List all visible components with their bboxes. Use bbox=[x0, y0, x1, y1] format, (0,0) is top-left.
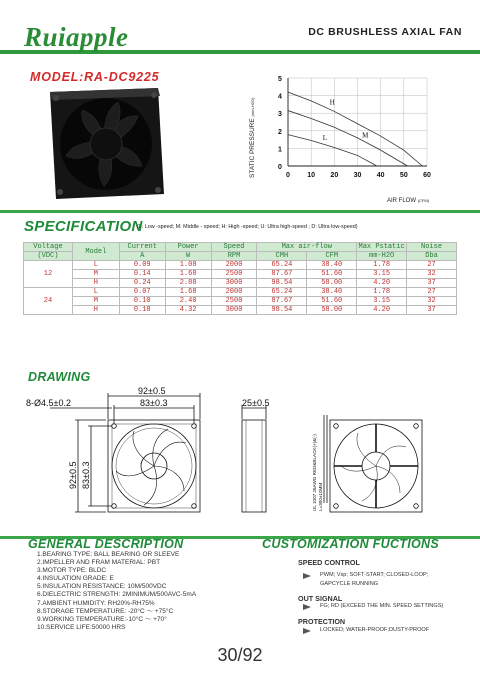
cell-voltage: 12 bbox=[24, 261, 73, 288]
cell-noise: 32 bbox=[407, 270, 457, 279]
dimension-drawing bbox=[20, 385, 460, 525]
list-item: 7.AMBIENT HUMIDITY: RH20%-RH75% bbox=[37, 599, 155, 607]
cell-current: 0.14 bbox=[119, 270, 165, 279]
protection-text: LOCKED; WATER-PROOF;DUSTY-PROOF bbox=[320, 627, 430, 633]
cell-power: 2.40 bbox=[165, 297, 211, 306]
arrow-icon bbox=[303, 628, 311, 634]
spec-legend: (L: Low -speed; M: Middle - speed; H: High -speed; U: Ultra high-speed ; D: Ultra low-speed) bbox=[137, 224, 358, 230]
custom-title: CUSTOMIZATION FUCTIONS bbox=[262, 537, 439, 551]
cell-model: M bbox=[72, 270, 119, 279]
speed-control-title: SPEED CONTROL bbox=[298, 558, 360, 567]
dim-height-83: 83±0.3 bbox=[81, 461, 91, 489]
x-tick-label: 60 bbox=[423, 172, 431, 179]
cell-cmh: 87.67 bbox=[257, 270, 307, 279]
front-view bbox=[50, 393, 200, 512]
dim-holes: 8-Ø4.5±0.2 bbox=[26, 398, 71, 408]
cell-pstatic: 3.15 bbox=[357, 270, 407, 279]
cell-cmh: 65.24 bbox=[257, 288, 307, 297]
y-tick-label: 5 bbox=[278, 76, 282, 83]
general-list bbox=[37, 551, 196, 632]
cell-noise: 37 bbox=[407, 306, 457, 315]
cell-speed: 2500 bbox=[211, 297, 257, 306]
x-tick-label: 0 bbox=[286, 172, 290, 179]
cell-current: 0.10 bbox=[119, 297, 165, 306]
list-item: 3.MOTOR TYPE: BLDC bbox=[37, 567, 107, 575]
list-item: 4.INSULATION GRADE: E bbox=[37, 575, 114, 583]
cell-cfm: 51.60 bbox=[307, 270, 357, 279]
unit-vdc: (VDC) bbox=[24, 252, 73, 261]
series-label-h: H bbox=[329, 98, 335, 107]
dim-width-92: 92±0.5 bbox=[138, 386, 166, 396]
cell-speed: 2000 bbox=[211, 261, 257, 270]
unit-rpm: RPM bbox=[211, 252, 257, 261]
table-row bbox=[24, 297, 457, 306]
cell-pstatic: 3.15 bbox=[357, 297, 407, 306]
cell-speed: 3000 bbox=[211, 306, 257, 315]
back-view bbox=[324, 415, 422, 512]
series-label-m: M bbox=[362, 131, 369, 140]
series-label-l: L bbox=[322, 134, 328, 143]
dim-height-92: 92±0.5 bbox=[68, 461, 78, 489]
out-signal-text: FG; RD (EXCEED THE MIN. SPEED SETTINGS) bbox=[320, 603, 444, 609]
list-item: 9.WORKING TEMPERATURE:-10°C ～ +70° bbox=[37, 615, 167, 623]
cell-power: 1.68 bbox=[165, 288, 211, 297]
dim-width-83: 83±0.3 bbox=[140, 398, 168, 408]
table-row bbox=[24, 261, 457, 270]
table-row bbox=[24, 270, 457, 279]
header-power: Power bbox=[165, 243, 211, 252]
cell-pstatic: 1.78 bbox=[357, 288, 407, 297]
spec-table bbox=[23, 242, 457, 315]
cell-current: 0.18 bbox=[119, 306, 165, 315]
cell-power: 2.88 bbox=[165, 279, 211, 288]
page-number: 30/92 bbox=[217, 645, 263, 665]
table-row bbox=[24, 288, 457, 297]
x-tick-label: 40 bbox=[376, 172, 385, 179]
cell-cfm: 58.00 bbox=[307, 279, 357, 288]
fan-photo bbox=[42, 86, 168, 202]
speed-control-text: PWM; Vsp; SOFT-START; CLOSED-LOOP; bbox=[320, 572, 429, 578]
cell-pstatic: 4.20 bbox=[357, 279, 407, 288]
model-title: MODEL:RA-DC9225 bbox=[30, 70, 160, 84]
cell-model: H bbox=[72, 306, 119, 315]
cell-voltage: 24 bbox=[24, 288, 73, 315]
unit-cmh: CMH bbox=[257, 252, 307, 261]
cell-cfm: 38.40 bbox=[307, 261, 357, 270]
y-tick-label: 0 bbox=[278, 164, 282, 171]
list-item: 10.SERVICE LIFE:50000 HRS bbox=[37, 623, 126, 631]
cell-speed: 3000 bbox=[211, 279, 257, 288]
cell-speed: 2000 bbox=[211, 288, 257, 297]
cell-cfm: 38.40 bbox=[307, 288, 357, 297]
drawing-title: DRAWING bbox=[28, 370, 91, 384]
x-tick-label: 50 bbox=[399, 172, 408, 179]
header-pstatic: Max Pstatic bbox=[358, 243, 405, 251]
x-tick-label: 20 bbox=[330, 172, 339, 179]
cell-pstatic: 4.20 bbox=[357, 306, 407, 315]
unit-dba: Dba bbox=[407, 252, 457, 261]
header-speed: Speed bbox=[211, 243, 257, 252]
chart-xlabel: AIR FLOW (CFM) bbox=[387, 198, 430, 204]
performance-chart bbox=[240, 70, 468, 210]
header-airflow: Max air-flow bbox=[257, 243, 357, 252]
unit-mmh2o: mm-H2O bbox=[357, 252, 407, 261]
cell-cmh: 87.67 bbox=[257, 297, 307, 306]
cell-power: 1.68 bbox=[165, 270, 211, 279]
cell-power: 4.32 bbox=[165, 306, 211, 315]
dim-depth-25: 25±0.5 bbox=[242, 398, 270, 408]
cell-cmh: 98.54 bbox=[257, 279, 307, 288]
cell-cmh: 98.54 bbox=[257, 306, 307, 315]
header-voltage: Voltage bbox=[24, 243, 73, 252]
cell-current: 0.24 bbox=[119, 279, 165, 288]
list-item: 2.IMPELLER AND FRAM MATERIAL: PBT bbox=[37, 559, 161, 567]
cell-power: 1.08 bbox=[165, 261, 211, 270]
table-row bbox=[24, 306, 457, 315]
spec-title: SPECIFICATION bbox=[24, 218, 143, 235]
side-view bbox=[242, 405, 266, 512]
list-item: 5.INSULATION RESISTANCE: 10M/500VDC bbox=[37, 583, 167, 591]
wire-length-note: L=300±10MM bbox=[318, 482, 323, 511]
x-tick-label: 30 bbox=[353, 172, 362, 179]
cell-speed: 2500 bbox=[211, 270, 257, 279]
cell-noise: 32 bbox=[407, 297, 457, 306]
y-tick-label: 1 bbox=[278, 146, 282, 154]
header-noise: Noise bbox=[407, 243, 457, 252]
cell-cmh: 65.24 bbox=[257, 261, 307, 270]
arrow-icon bbox=[303, 573, 311, 579]
chart-gridlines bbox=[288, 78, 427, 166]
unit-a: A bbox=[119, 252, 165, 261]
list-item: 8.STORAGE TEMPERATURE: -20°C ～ +75°C bbox=[37, 607, 174, 615]
y-tick-label: 3 bbox=[278, 111, 282, 119]
protection-title: PROTECTION bbox=[298, 617, 346, 626]
cell-noise: 27 bbox=[407, 261, 457, 270]
cell-model: L bbox=[72, 261, 119, 270]
cell-current: 0.07 bbox=[119, 288, 165, 297]
speed-control-text-2: GAPCYCLE RUNNING bbox=[320, 581, 379, 587]
arrow-icon bbox=[303, 604, 311, 610]
list-item: 1.BEARING TYPE: BALL BEARING OR SLEEVE bbox=[37, 551, 180, 558]
wire-spec-note: UL 1007 26AWG RED&BLACK(+)&(-) bbox=[312, 434, 317, 511]
spec-rule bbox=[0, 210, 480, 213]
brand-logo: Ruiapple bbox=[24, 22, 129, 52]
unit-w: W bbox=[165, 252, 211, 261]
cell-model: H bbox=[72, 279, 119, 288]
cell-noise: 37 bbox=[407, 279, 457, 288]
cell-current: 0.09 bbox=[119, 261, 165, 270]
chart-ylabel: STATIC PRESSURE (mm-H2O) bbox=[249, 97, 256, 178]
header-model: Model bbox=[72, 243, 119, 261]
cell-cfm: 58.00 bbox=[307, 306, 357, 315]
product-category-title: DC BRUSHLESS AXIAL FAN bbox=[308, 26, 462, 38]
cell-model: L bbox=[72, 288, 119, 297]
unit-cfm: CFM bbox=[307, 252, 357, 261]
spec-header-row-1 bbox=[24, 243, 457, 252]
out-signal-title: OUT SIGNAL bbox=[298, 594, 343, 603]
y-tick-label: 4 bbox=[278, 93, 282, 101]
list-item: 6.DIELECTRIC STRENGTH: 2MINIMUM/500AVC-5mA bbox=[37, 591, 197, 599]
cell-pstatic: 1.78 bbox=[357, 261, 407, 270]
x-tick-label: 10 bbox=[307, 172, 316, 179]
cell-noise: 27 bbox=[407, 288, 457, 297]
cell-model: M bbox=[72, 297, 119, 306]
cell-cfm: 51.60 bbox=[307, 297, 357, 306]
y-tick-label: 2 bbox=[278, 128, 282, 136]
general-title: GENERAL DESCRIPTION bbox=[28, 537, 184, 551]
table-row bbox=[24, 279, 457, 288]
header-current: Current bbox=[119, 243, 165, 252]
